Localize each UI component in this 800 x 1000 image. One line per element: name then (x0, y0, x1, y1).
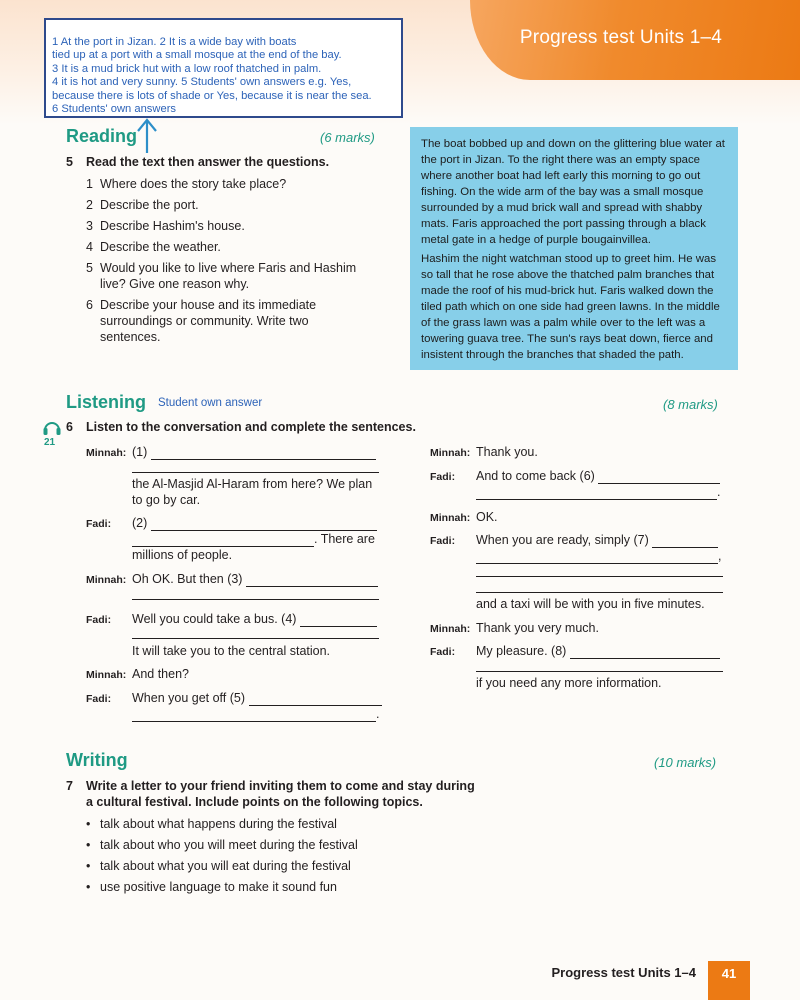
writing-title: Writing (66, 750, 128, 770)
answer-blank[interactable] (300, 615, 377, 627)
dialogue-text: And then? (132, 667, 189, 681)
answer-blank[interactable] (246, 575, 378, 587)
dialogue-text: When you get off (5) (132, 691, 246, 705)
question-number: 7 (66, 779, 73, 793)
bullet: • (86, 880, 91, 894)
item-text: talk about what happens during the festival (100, 817, 337, 831)
dialogue-text: (2) (132, 516, 148, 530)
item-number: 3 (86, 219, 93, 233)
speaker-label: Fadi: (86, 693, 112, 705)
answer-line: because there is lots of shade or Yes, because it is near the sea. (52, 89, 372, 102)
item-text: Describe Hashim's house. (100, 219, 245, 233)
instruction-text: Read the text then answer the questions. (86, 155, 330, 169)
listening-instruction (66, 420, 416, 434)
item-text: Describe the weather. (100, 240, 221, 254)
answer-key-box (44, 18, 403, 118)
answer-blank[interactable] (132, 710, 376, 722)
page-number: 41 (708, 961, 750, 1000)
answer-blank[interactable] (132, 638, 379, 639)
item-number: 2 (86, 198, 93, 212)
dialogue-text: if you need any more information. (476, 676, 662, 690)
item-text: Would you like to live where Faris and Hashim live? Give one reason why. (100, 261, 357, 291)
item-text: talk about who you will meet during the festival (100, 838, 358, 852)
list-item (86, 879, 358, 895)
dialogue-text: Oh OK. But then (3) (132, 572, 243, 586)
item-number: 1 (86, 177, 93, 191)
dialogue-text: And to come back (6) (476, 469, 595, 483)
answer-blank[interactable] (598, 472, 720, 484)
list-item (86, 239, 376, 255)
speaker-label: Minnah: (86, 574, 127, 586)
speaker-label: Fadi: (86, 614, 112, 626)
dialogue-text: . There are (314, 532, 375, 546)
speaker-label: Minnah: (430, 447, 471, 459)
dialogue-text: millions of people. (132, 548, 233, 562)
answer-blank[interactable] (476, 576, 723, 577)
dialogue-text: Thank you very much. (476, 621, 599, 635)
writing-marks: (10 marks) (654, 755, 717, 770)
answer-blank[interactable] (570, 647, 720, 659)
speaker-label: Fadi: (430, 471, 456, 483)
reading-marks: (6 marks) (320, 130, 375, 145)
bullet: • (86, 817, 91, 831)
speaker-label: Fadi: (430, 535, 456, 547)
listening-marks: (8 marks) (663, 397, 718, 412)
bullet: • (86, 838, 91, 852)
dialogue-text: . (717, 485, 721, 499)
list-item (86, 197, 376, 213)
writing-topics (86, 816, 358, 900)
dialogue-text: , (718, 549, 722, 563)
reading-instruction (66, 155, 329, 169)
story-paragraph: Hashim the night watchman stood up to greet him. He was so tall that he rose above the thatched palm branches that made the roof of his mud-brick hut. Faris walked down the tiled path which on one side had green lawns. In the middle of the grass lawn was a palm while over to the left was a towering guava tree. The sun's rays beat down, fierce and insistent through the branches that shaded the path. (421, 253, 720, 361)
dialogue-text: to go by car. (132, 493, 201, 507)
speaker-label: Fadi: (430, 646, 456, 658)
answer-blank[interactable] (132, 472, 379, 473)
item-number: 6 (86, 298, 93, 312)
list-item (86, 858, 358, 874)
speaker-label: Fadi: (86, 518, 112, 530)
dialogue-text: and a taxi will be with you in five minutes. (476, 597, 705, 611)
item-number: 5 (86, 261, 93, 275)
headphones-icon (42, 418, 62, 436)
answer-line: 6 Students' own answers (52, 103, 177, 116)
list-item (86, 218, 376, 234)
answer-line: tied up at a port with a small mosque at the end of the bay. (52, 49, 342, 62)
bullet: • (86, 859, 91, 873)
dialogue-text: Well you could take a bus. (4) (132, 612, 297, 626)
dialogue-text: When you are ready, simply (7) (476, 533, 649, 547)
dialogue-text: (1) (132, 445, 148, 459)
dialogue-text: . (376, 707, 380, 721)
reading-title: Reading (66, 126, 138, 146)
answer-blank[interactable] (151, 519, 377, 531)
instruction-text: Write a letter to your friend inviting them to come and stay during (86, 779, 475, 793)
answer-blank[interactable] (249, 694, 382, 706)
answer-line: 1 At the port in Jizan. 2 It is a wide bay with boats (52, 36, 297, 48)
instruction-text: Listen to the conversation and complete the sentences. (86, 420, 416, 434)
list-item (86, 176, 376, 192)
answer-blank[interactable] (132, 599, 379, 600)
item-text: talk about what you will eat during the festival (100, 859, 351, 873)
list-item (86, 297, 336, 345)
speaker-label: Minnah: (430, 512, 471, 524)
speaker-label: Minnah: (86, 669, 127, 681)
list-item (86, 837, 358, 853)
dialogue-text: It will take you to the central station. (132, 644, 331, 658)
item-text: Describe your house and its immediate surroundings or community. Write two sentences. (100, 298, 317, 344)
reading-story (410, 127, 738, 370)
track-number: 21 (44, 437, 56, 448)
writing-instruction (66, 779, 475, 793)
reading-questions (86, 176, 376, 350)
answer-blank[interactable] (132, 535, 314, 547)
footer-label: Progress test Units 1–4 (551, 965, 696, 980)
item-text: Where does the story take place? (100, 177, 287, 191)
listening-title: Listening (66, 392, 146, 412)
dialogue-text: My pleasure. (8) (476, 644, 567, 658)
answer-blank[interactable] (476, 552, 718, 564)
item-text: use positive language to make it sound fun (100, 880, 337, 894)
arrow-up-icon (136, 118, 158, 154)
answer-line: 4 it is hot and very sunny. 5 Students' own answers e.g. Yes, (52, 76, 352, 89)
answer-blank[interactable] (652, 536, 718, 548)
answer-blank[interactable] (476, 671, 723, 672)
dialogue-text: OK. (476, 510, 498, 524)
story-paragraph: The boat bobbed up and down on the glittering blue water at the port in Jizan. To the right there was an empty space where another boat had left early this morning to go out fishing. On the wide arm of the bay was a small mosque surrounded by a mud brick wall and spread with shabby mats. Faris approached the port passing through a black metal gate in a hedge of purple bougainvillea. (421, 138, 725, 246)
answer-blank[interactable] (151, 448, 376, 460)
list-item (86, 816, 358, 832)
listening-note: Student own answer (158, 397, 263, 409)
item-number: 4 (86, 240, 93, 254)
speaker-label: Minnah: (86, 447, 127, 459)
dialogue-text: Thank you. (476, 445, 538, 459)
answer-blank[interactable] (476, 488, 717, 500)
item-text: Describe the port. (100, 198, 199, 212)
page-title: Progress test Units 1–4 (519, 27, 722, 48)
answer-line: 3 It is a mud brick hut with a low roof thatched in palm. (52, 62, 322, 75)
answer-blank[interactable] (476, 592, 723, 593)
list-item (86, 260, 366, 292)
speaker-label: Minnah: (430, 623, 471, 635)
question-number: 6 (66, 420, 73, 434)
writing-instruction-cont: a cultural festival. Include points on the following topics. (86, 795, 423, 809)
dialogue-text: the Al-Masjid Al-Haram from here? We plan (132, 477, 373, 491)
question-number: 5 (66, 155, 73, 169)
